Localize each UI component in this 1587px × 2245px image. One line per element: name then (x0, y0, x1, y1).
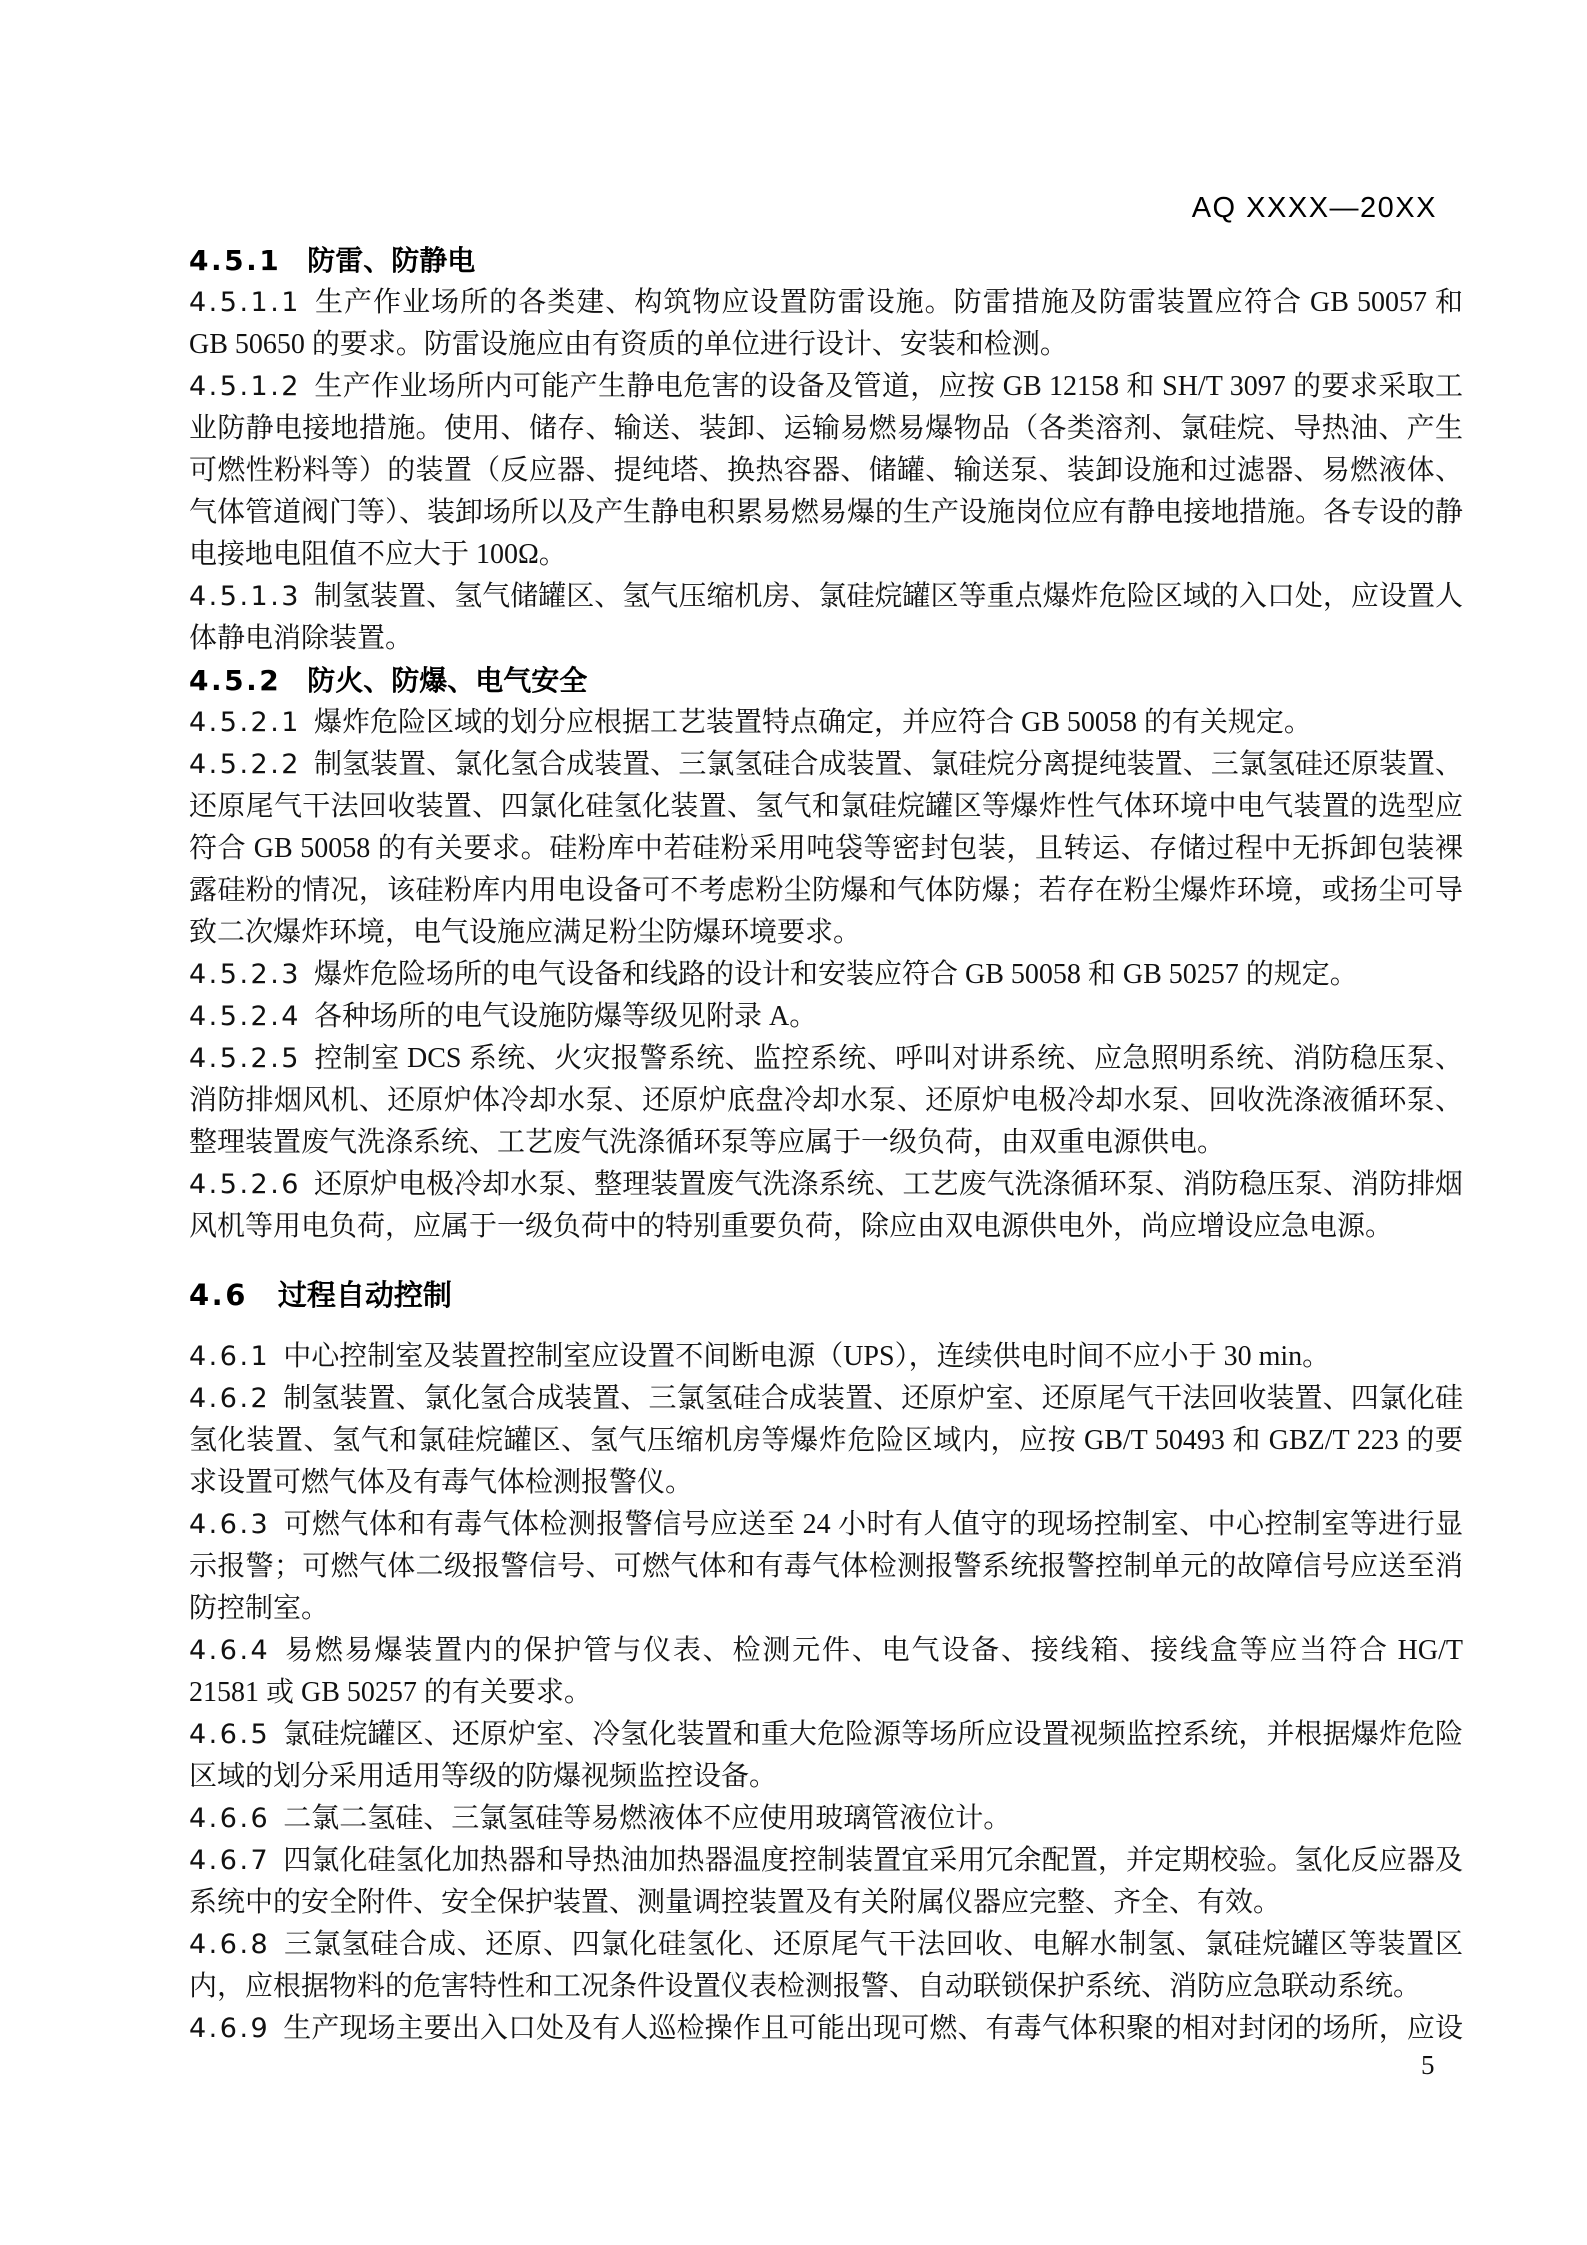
clause-paragraph-4-6-8 (189, 1924, 1463, 2008)
clause-number: 4.6.6 (189, 1803, 271, 1834)
clause-number: 4.5.1.3 (189, 581, 301, 612)
clause-number: 4.5.2.2 (189, 749, 301, 780)
clause-paragraph-4-5-1-3 (189, 576, 1463, 660)
clause-paragraph-4-5-2-2 (189, 744, 1463, 954)
clause-number: 4.6.7 (189, 1845, 271, 1876)
clause-paragraph-4-6-6 (189, 1798, 1463, 1840)
clause-paragraph-4-5-2-4 (189, 996, 1463, 1038)
clause-number: 4.5.2.1 (189, 707, 301, 738)
clause-number: 4.6.9 (189, 2013, 271, 2044)
clause-title: 防火、防爆、电气安全 (307, 664, 588, 697)
clause-paragraph-4-6-2 (189, 1378, 1463, 1504)
clause-number: 4.5.1 (189, 244, 282, 277)
clause-number: 4.5.2.6 (189, 1169, 301, 1200)
clause-heading-4-5-2 (189, 660, 1463, 702)
section-title: 过程自动控制 (277, 1278, 452, 1312)
clause-text: 制氢装置、氯化氢合成装置、三氯氢硅合成装置、氯硅烷分离提纯装置、三氯氢硅还原装置、还原尾气干法回收装置、四氯化硅氢化装置、氢气和氯硅烷罐区等爆炸性气体环境中电气装置的选型应符合 GB 50058 的有关要求。硅粉库中若硅粉采用吨袋等密封包装，且转运、存储过程中无拆卸包装裸露硅粉的情况，该硅粉库内用电设备可不考虑粉尘防爆和气体防爆；若存在粉尘爆炸环境，或扬尘可导致二次爆炸环境，电气设施应满足粉尘防爆环境要求。 (189, 749, 1463, 948)
clause-number: 4.5.2.5 (189, 1043, 301, 1074)
clause-number: 4.6.2 (189, 1383, 271, 1414)
clause-paragraph-4-6-7 (189, 1840, 1463, 1924)
standard-code-header: AQ XXXX—20XX (1191, 192, 1437, 224)
clause-paragraph-4-5-2-3 (189, 954, 1463, 996)
clause-text: 爆炸危险区域的划分应根据工艺装置特点确定，并应符合 GB 50058 的有关规定。 (313, 707, 1312, 738)
clause-text: 四氯化硅氢化加热器和导热油加热器温度控制装置宜采用冗余配置，并定期校验。氢化反应器及系统中的安全附件、安全保护装置、测量调控装置及有关附属仪器应完整、齐全、有效。 (189, 1845, 1463, 1918)
clause-paragraph-4-5-1-2 (189, 366, 1463, 576)
clause-number: 4.5.2.3 (189, 959, 301, 990)
clause-number: 4.5.2.4 (189, 1001, 301, 1032)
clause-text: 氯硅烷罐区、还原炉室、冷氢化装置和重大危险源等场所应设置视频监控系统，并根据爆炸危险区域的划分采用适用等级的防爆视频监控设备。 (189, 1719, 1463, 1792)
clause-paragraph-4-5-1-1 (189, 282, 1463, 366)
clause-text: 各种场所的电气设施防爆等级见附录 A。 (313, 1001, 818, 1032)
clause-number: 4.6.8 (189, 1929, 271, 1960)
clause-title: 防雷、防静电 (307, 244, 476, 277)
section-number: 4.6 (189, 1278, 248, 1312)
clause-number: 4.6.1 (189, 1341, 271, 1372)
clause-text: 制氢装置、氢气储罐区、氢气压缩机房、氯硅烷罐区等重点爆炸危险区域的入口处，应设置人体静电消除装置。 (189, 581, 1463, 654)
clause-paragraph-4-6-9 (189, 2008, 1463, 2050)
clause-text: 爆炸危险场所的电气设备和线路的设计和安装应符合 GB 50058 和 GB 50257 的规定。 (313, 959, 1358, 990)
clause-text: 生产现场主要出入口处及有人巡检操作且可能出现可燃、有毒气体积聚的相对封闭的场所，应设 (283, 2013, 1463, 2044)
clause-text: 还原炉电极冷却水泵、整理装置废气洗涤系统、工艺废气洗涤循环泵、消防稳压泵、消防排烟风机等用电负荷，应属于一级负荷中的特别重要负荷，除应由双电源供电外，尚应增设应急电源。 (189, 1169, 1463, 1242)
clause-number: 4.5.1.2 (189, 371, 301, 402)
clause-number: 4.6.5 (189, 1719, 271, 1750)
clause-paragraph-4-6-5 (189, 1714, 1463, 1798)
clause-number: 4.5.2 (189, 664, 282, 697)
clause-paragraph-4-6-3 (189, 1504, 1463, 1630)
clause-number: 4.6.4 (189, 1635, 271, 1666)
document-body (189, 240, 1463, 2050)
clause-text: 易燃易爆装置内的保护管与仪表、检测元件、电气设备、接线箱、接线盒等应当符合 HG/T 21581 或 GB 50257 的有关要求。 (189, 1635, 1463, 1708)
clause-number: 4.6.3 (189, 1509, 271, 1540)
clause-number: 4.5.1.1 (189, 287, 301, 318)
clause-paragraph-4-6-1 (189, 1336, 1463, 1378)
clause-paragraph-4-5-2-6 (189, 1164, 1463, 1248)
page-number: 5 (1421, 2050, 1435, 2080)
clause-text: 控制室 DCS 系统、火灾报警系统、监控系统、呼叫对讲系统、应急照明系统、消防稳压泵、消防排烟风机、还原炉体冷却水泵、还原炉底盘冷却水泵、还原炉电极冷却水泵、回收洗涤液循环泵、整理装置废气洗涤系统、工艺废气洗涤循环泵等应属于一级负荷，由双重电源供电。 (189, 1043, 1463, 1158)
clause-text: 中心控制室及装置控制室应设置不间断电源（UPS），连续供电时间不应小于 30 min。 (283, 1341, 1331, 1372)
section-heading-4-6 (189, 1274, 1463, 1316)
clause-text: 可燃气体和有毒气体检测报警信号应送至 24 小时有人值守的现场控制室、中心控制室等进行显示报警；可燃气体二级报警信号、可燃气体和有毒气体检测报警系统报警控制单元的故障信号应送至消防控制室。 (189, 1509, 1463, 1624)
clause-text: 二氯二氢硅、三氯氢硅等易燃液体不应使用玻璃管液位计。 (283, 1803, 1012, 1834)
clause-text: 生产作业场所的各类建、构筑物应设置防雷设施。防雷措施及防雷装置应符合 GB 50057 和 GB 50650 的要求。防雷设施应由有资质的单位进行设计、安装和检测。 (189, 287, 1463, 360)
clause-text: 制氢装置、氯化氢合成装置、三氯氢硅合成装置、还原炉室、还原尾气干法回收装置、四氯化硅氢化装置、氢气和氯硅烷罐区、氢气压缩机房等爆炸危险区域内，应按 GB/T 50493 和 GBZ/T 223 的要求设置可燃气体及有毒气体检测报警仪。 (189, 1383, 1463, 1498)
clause-paragraph-4-6-4 (189, 1630, 1463, 1714)
clause-heading-4-5-1 (189, 240, 1463, 282)
clause-paragraph-4-5-2-5 (189, 1038, 1463, 1164)
clause-text: 生产作业场所内可能产生静电危害的设备及管道，应按 GB 12158 和 SH/T 3097 的要求采取工业防静电接地措施。使用、储存、输送、装卸、运输易燃易爆物品（各类溶剂、氯硅烷、导热油、产生可燃性粉料等）的装置（反应器、提纯塔、换热容器、储罐、输送泵、装卸设施和过滤器、易燃液体、气体管道阀门等）、装卸场所以及产生静电积累易燃易爆的生产设施岗位应有静电接地措施。各专设的静电接地电阻值不应大于 100Ω。 (189, 371, 1464, 570)
clause-text: 三氯氢硅合成、还原、四氯化硅氢化、还原尾气干法回收、电解水制氢、氯硅烷罐区等装置区内，应根据物料的危害特性和工况条件设置仪表检测报警、自动联锁保护系统、消防应急联动系统。 (189, 1929, 1463, 2002)
clause-paragraph-4-5-2-1 (189, 702, 1463, 744)
